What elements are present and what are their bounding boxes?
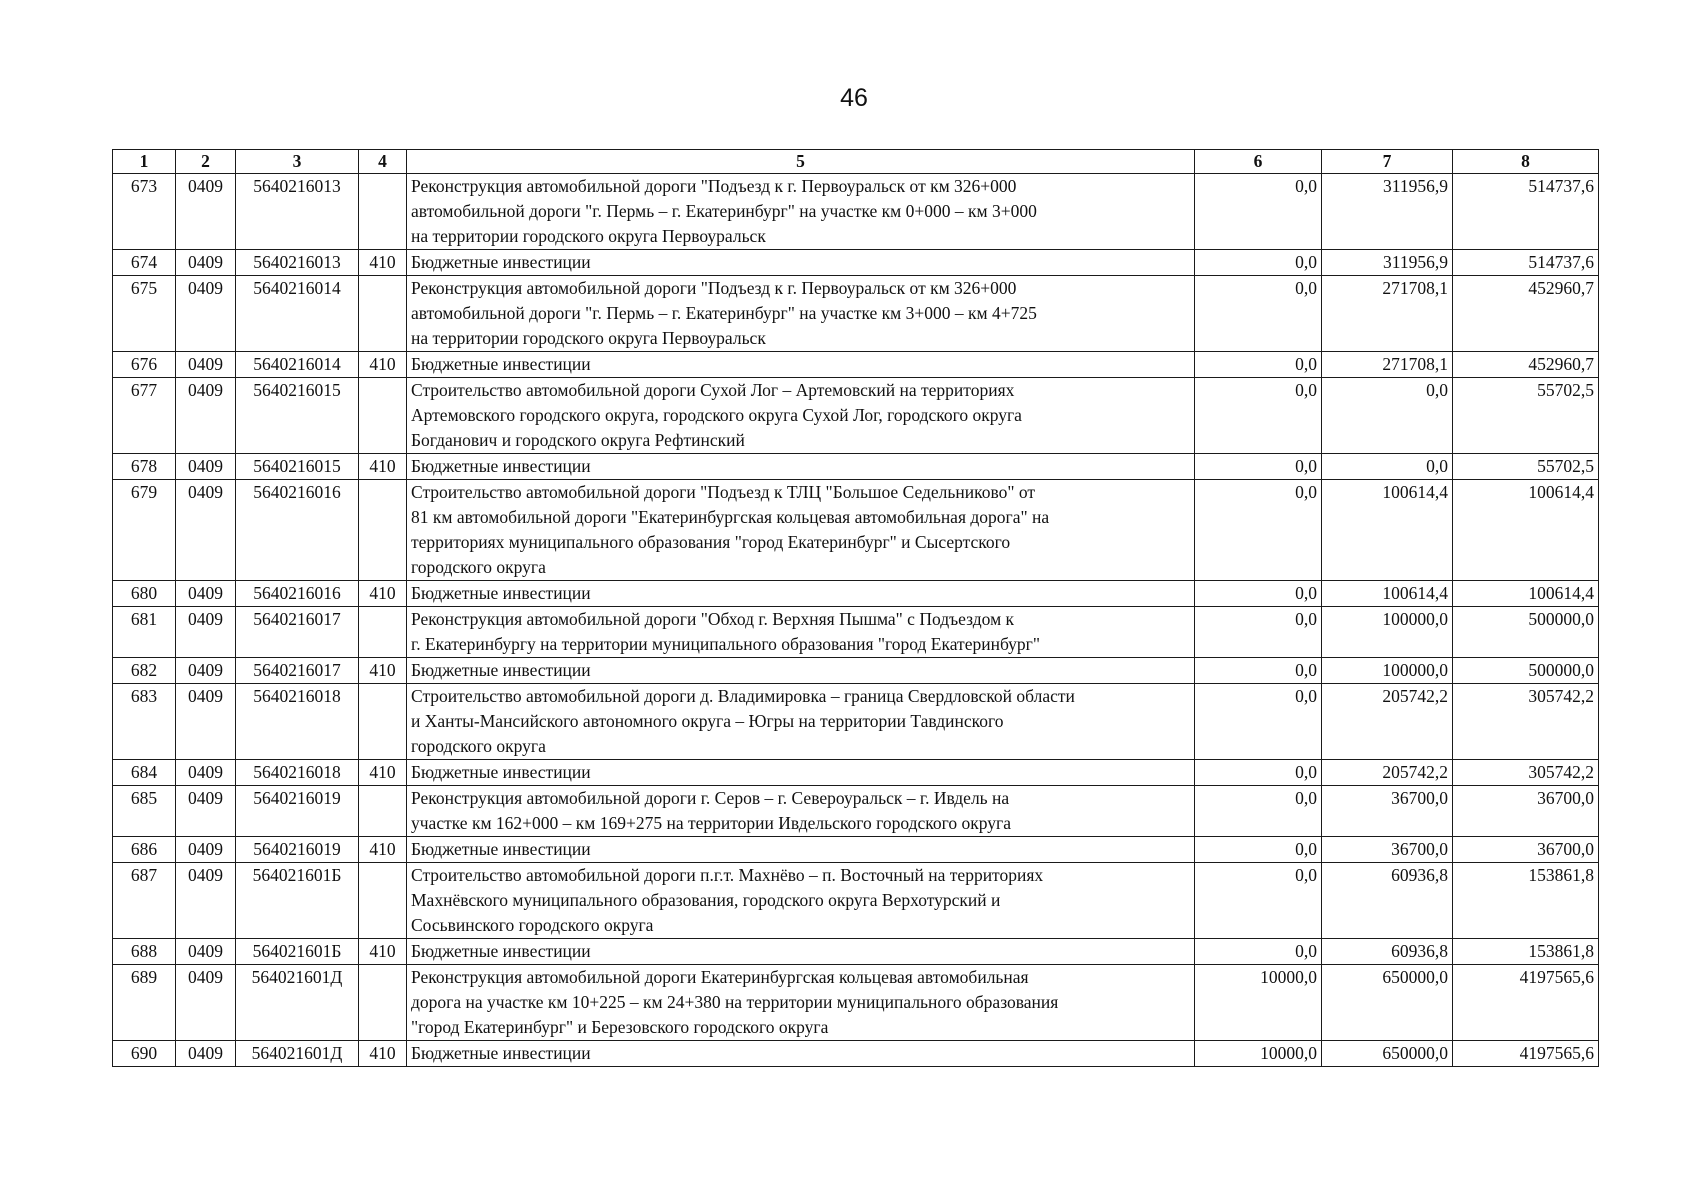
description-cell (407, 352, 1195, 378)
section-code-cell: 0409 (176, 607, 236, 658)
table-row (113, 658, 1599, 684)
amount-col8-cell: 305742,2 (1453, 684, 1599, 760)
description-cell (407, 965, 1195, 1041)
description-line: г. Екатеринбургу на территории муниципального образования "город Екатеринбург" (411, 634, 1041, 654)
row-number-cell: 679 (113, 480, 176, 581)
section-code-cell: 0409 (176, 480, 236, 581)
header-cell: 7 (1322, 150, 1453, 174)
amount-col6-cell: 0,0 (1195, 250, 1322, 276)
row-number-cell: 678 (113, 454, 176, 480)
section-code-cell: 0409 (176, 837, 236, 863)
table-row (113, 378, 1599, 454)
target-code-cell: 5640216019 (236, 786, 359, 837)
amount-col6-cell: 0,0 (1195, 352, 1322, 378)
amount-col6-cell: 0,0 (1195, 174, 1322, 250)
row-number-cell: 675 (113, 276, 176, 352)
section-code-cell: 0409 (176, 1041, 236, 1067)
header-cell: 4 (359, 150, 407, 174)
description-cell (407, 174, 1195, 250)
expense-type-cell (359, 684, 407, 760)
amount-col6-cell: 0,0 (1195, 684, 1322, 760)
target-code-cell: 5640216015 (236, 378, 359, 454)
table-row (113, 965, 1599, 1041)
description-cell (407, 607, 1195, 658)
target-code-cell: 5640216017 (236, 607, 359, 658)
description-line: Бюджетные инвестиции (411, 354, 591, 374)
header-row (113, 150, 1599, 174)
amount-col7-cell: 60936,8 (1322, 939, 1453, 965)
row-number-cell: 686 (113, 837, 176, 863)
section-code-cell: 0409 (176, 863, 236, 939)
description-line: Бюджетные инвестиции (411, 583, 591, 603)
amount-col6-cell: 10000,0 (1195, 965, 1322, 1041)
section-code-cell: 0409 (176, 786, 236, 837)
header-cell: 1 (113, 150, 176, 174)
amount-col6-cell: 0,0 (1195, 863, 1322, 939)
amount-col6-cell: 10000,0 (1195, 1041, 1322, 1067)
description-cell (407, 658, 1195, 684)
amount-col6-cell: 0,0 (1195, 837, 1322, 863)
amount-col8-cell: 153861,8 (1453, 863, 1599, 939)
row-number-cell: 689 (113, 965, 176, 1041)
description-line: Реконструкция автомобильной дороги "Обход г. Верхняя Пышма" с Подъездом к (411, 609, 1015, 629)
target-code-cell: 564021601Д (236, 965, 359, 1041)
row-number-cell: 687 (113, 863, 176, 939)
amount-col7-cell: 311956,9 (1322, 250, 1453, 276)
description-line: автомобильной дороги "г. Пермь – г. Екатеринбург" на участке км 3+000 – км 4+725 (411, 303, 1037, 323)
amount-col7-cell: 650000,0 (1322, 965, 1453, 1041)
amount-col8-cell: 500000,0 (1453, 658, 1599, 684)
amount-col7-cell: 60936,8 (1322, 863, 1453, 939)
table-row (113, 581, 1599, 607)
amount-col7-cell: 100614,4 (1322, 581, 1453, 607)
row-number-cell: 690 (113, 1041, 176, 1067)
table-row (113, 174, 1599, 250)
description-line: Строительство автомобильной дороги д. Владимировка – граница Свердловской области (411, 686, 1075, 706)
target-code-cell: 5640216018 (236, 760, 359, 786)
section-code-cell: 0409 (176, 174, 236, 250)
amount-col8-cell: 500000,0 (1453, 607, 1599, 658)
description-line: Бюджетные инвестиции (411, 456, 591, 476)
description-line: автомобильной дороги "г. Пермь – г. Екатеринбург" на участке км 0+000 – км 3+000 (411, 201, 1037, 221)
table-row (113, 939, 1599, 965)
row-number-cell: 684 (113, 760, 176, 786)
section-code-cell: 0409 (176, 352, 236, 378)
description-cell (407, 837, 1195, 863)
budget-table (112, 149, 1599, 1067)
target-code-cell: 564021601Б (236, 939, 359, 965)
description-line: Реконструкция автомобильной дороги "Подъезд к г. Первоуральск от км 326+000 (411, 278, 1017, 298)
row-number-cell: 677 (113, 378, 176, 454)
description-line: Строительство автомобильной дороги Сухой Лог – Артемовский на территориях (411, 380, 1015, 400)
section-code-cell: 0409 (176, 250, 236, 276)
description-line: Сосьвинского городского округа (411, 915, 654, 935)
target-code-cell: 5640216015 (236, 454, 359, 480)
amount-col6-cell: 0,0 (1195, 658, 1322, 684)
table-row (113, 863, 1599, 939)
target-code-cell: 5640216014 (236, 276, 359, 352)
row-number-cell: 688 (113, 939, 176, 965)
header-cell: 3 (236, 150, 359, 174)
expense-type-cell (359, 480, 407, 581)
amount-col7-cell: 0,0 (1322, 378, 1453, 454)
amount-col8-cell: 100614,4 (1453, 480, 1599, 581)
expense-type-cell: 410 (359, 1041, 407, 1067)
amount-col7-cell: 36700,0 (1322, 837, 1453, 863)
amount-col6-cell: 0,0 (1195, 581, 1322, 607)
expense-type-cell: 410 (359, 581, 407, 607)
description-line: Реконструкция автомобильной дороги "Подъезд к г. Первоуральск от км 326+000 (411, 176, 1017, 196)
amount-col7-cell: 36700,0 (1322, 786, 1453, 837)
amount-col6-cell: 0,0 (1195, 454, 1322, 480)
section-code-cell: 0409 (176, 939, 236, 965)
description-cell (407, 276, 1195, 352)
amount-col8-cell: 4197565,6 (1453, 965, 1599, 1041)
target-code-cell: 5640216013 (236, 174, 359, 250)
description-line: Строительство автомобильной дороги п.г.т. Махнёво – п. Восточный на территориях (411, 865, 1044, 885)
description-cell (407, 786, 1195, 837)
amount-col8-cell: 514737,6 (1453, 174, 1599, 250)
section-code-cell: 0409 (176, 760, 236, 786)
amount-col8-cell: 36700,0 (1453, 786, 1599, 837)
amount-col6-cell: 0,0 (1195, 480, 1322, 581)
description-cell (407, 760, 1195, 786)
expense-type-cell: 410 (359, 454, 407, 480)
target-code-cell: 5640216014 (236, 352, 359, 378)
expense-type-cell: 410 (359, 837, 407, 863)
table-row (113, 684, 1599, 760)
table-row (113, 276, 1599, 352)
description-line: Строительство автомобильной дороги "Подъезд к ТЛЦ "Большое Седельниково" от (411, 482, 1036, 502)
row-number-cell: 676 (113, 352, 176, 378)
header-cell: 8 (1453, 150, 1599, 174)
amount-col7-cell: 271708,1 (1322, 276, 1453, 352)
amount-col6-cell: 0,0 (1195, 760, 1322, 786)
amount-col8-cell: 452960,7 (1453, 276, 1599, 352)
description-cell (407, 863, 1195, 939)
section-code-cell: 0409 (176, 454, 236, 480)
amount-col7-cell: 100000,0 (1322, 607, 1453, 658)
amount-col7-cell: 311956,9 (1322, 174, 1453, 250)
table-body (113, 174, 1599, 1067)
header-cell: 5 (407, 150, 1195, 174)
target-code-cell: 5640216016 (236, 581, 359, 607)
description-line: Бюджетные инвестиции (411, 1043, 591, 1063)
description-line: дорога на участке км 10+225 – км 24+380 на территории муниципального образования (411, 992, 1059, 1012)
expense-type-cell (359, 863, 407, 939)
table-row (113, 607, 1599, 658)
description-cell (407, 378, 1195, 454)
amount-col6-cell: 0,0 (1195, 786, 1322, 837)
page-number: 46 (840, 84, 868, 112)
description-line: на территории городского округа Первоуральск (411, 328, 766, 348)
table-row (113, 760, 1599, 786)
expense-type-cell (359, 786, 407, 837)
description-cell (407, 250, 1195, 276)
expense-type-cell (359, 607, 407, 658)
expense-type-cell (359, 276, 407, 352)
table-row (113, 352, 1599, 378)
description-line: Реконструкция автомобильной дороги г. Серов – г. Североуральск – г. Ивдель на (411, 788, 1010, 808)
section-code-cell: 0409 (176, 965, 236, 1041)
section-code-cell: 0409 (176, 276, 236, 352)
target-code-cell: 5640216019 (236, 837, 359, 863)
description-cell (407, 581, 1195, 607)
expense-type-cell: 410 (359, 760, 407, 786)
description-line: 81 км автомобильной дороги "Екатеринбургская кольцевая автомобильная дорога" на (411, 507, 1050, 527)
description-line: на территории городского округа Первоуральск (411, 226, 766, 246)
amount-col6-cell: 0,0 (1195, 276, 1322, 352)
description-line: "город Екатеринбург" и Березовского городского округа (411, 1017, 829, 1037)
description-cell (407, 939, 1195, 965)
amount-col8-cell: 55702,5 (1453, 454, 1599, 480)
description-line: территориях муниципального образования "город Екатеринбург" и Сысертского (411, 532, 1011, 552)
target-code-cell: 5640216016 (236, 480, 359, 581)
target-code-cell: 5640216013 (236, 250, 359, 276)
section-code-cell: 0409 (176, 378, 236, 454)
description-line: Артемовского городского округа, городского округа Сухой Лог, городского округа (411, 405, 1022, 425)
row-number-cell: 681 (113, 607, 176, 658)
description-cell (407, 684, 1195, 760)
description-cell (407, 480, 1195, 581)
description-line: Богданович и городского округа Рефтинский (411, 430, 745, 450)
row-number-cell: 685 (113, 786, 176, 837)
table-row (113, 480, 1599, 581)
table-row (113, 250, 1599, 276)
table-row (113, 1041, 1599, 1067)
amount-col7-cell: 650000,0 (1322, 1041, 1453, 1067)
amount-col7-cell: 0,0 (1322, 454, 1453, 480)
description-line: Бюджетные инвестиции (411, 660, 591, 680)
amount-col8-cell: 305742,2 (1453, 760, 1599, 786)
amount-col8-cell: 36700,0 (1453, 837, 1599, 863)
description-line: Бюджетные инвестиции (411, 941, 591, 961)
expense-type-cell: 410 (359, 658, 407, 684)
description-line: участке км 162+000 – км 169+275 на территории Ивдельского городского округа (411, 813, 1011, 833)
target-code-cell: 564021601Д (236, 1041, 359, 1067)
target-code-cell: 5640216018 (236, 684, 359, 760)
row-number-cell: 674 (113, 250, 176, 276)
expense-type-cell: 410 (359, 939, 407, 965)
amount-col7-cell: 205742,2 (1322, 684, 1453, 760)
table-row (113, 786, 1599, 837)
target-code-cell: 564021601Б (236, 863, 359, 939)
amount-col7-cell: 100614,4 (1322, 480, 1453, 581)
amount-col8-cell: 100614,4 (1453, 581, 1599, 607)
description-line: городского округа (411, 557, 546, 577)
amount-col8-cell: 153861,8 (1453, 939, 1599, 965)
amount-col6-cell: 0,0 (1195, 939, 1322, 965)
table-row (113, 837, 1599, 863)
section-code-cell: 0409 (176, 684, 236, 760)
amount-col7-cell: 205742,2 (1322, 760, 1453, 786)
amount-col6-cell: 0,0 (1195, 378, 1322, 454)
expense-type-cell (359, 174, 407, 250)
section-code-cell: 0409 (176, 658, 236, 684)
amount-col7-cell: 271708,1 (1322, 352, 1453, 378)
target-code-cell: 5640216017 (236, 658, 359, 684)
expense-type-cell: 410 (359, 250, 407, 276)
header-cell: 6 (1195, 150, 1322, 174)
amount-col8-cell: 55702,5 (1453, 378, 1599, 454)
description-cell (407, 1041, 1195, 1067)
description-line: Бюджетные инвестиции (411, 252, 591, 272)
expense-type-cell (359, 965, 407, 1041)
description-cell (407, 454, 1195, 480)
row-number-cell: 680 (113, 581, 176, 607)
header-cell: 2 (176, 150, 236, 174)
amount-col7-cell: 100000,0 (1322, 658, 1453, 684)
section-code-cell: 0409 (176, 581, 236, 607)
expense-type-cell (359, 378, 407, 454)
description-line: и Ханты-Мансийского автономного округа – Югры на территории Тавдинского (411, 711, 1004, 731)
expense-type-cell: 410 (359, 352, 407, 378)
row-number-cell: 683 (113, 684, 176, 760)
amount-col6-cell: 0,0 (1195, 607, 1322, 658)
table-row (113, 454, 1599, 480)
amount-col8-cell: 452960,7 (1453, 352, 1599, 378)
row-number-cell: 682 (113, 658, 176, 684)
row-number-cell: 673 (113, 174, 176, 250)
description-line: Реконструкция автомобильной дороги Екатеринбургская кольцевая автомобильная (411, 967, 1029, 987)
amount-col8-cell: 4197565,6 (1453, 1041, 1599, 1067)
description-line: Бюджетные инвестиции (411, 839, 591, 859)
description-line: городского округа (411, 736, 546, 756)
description-line: Бюджетные инвестиции (411, 762, 591, 782)
description-line: Махнёвского муниципального образования, городского округа Верхотурский и (411, 890, 1001, 910)
amount-col8-cell: 514737,6 (1453, 250, 1599, 276)
